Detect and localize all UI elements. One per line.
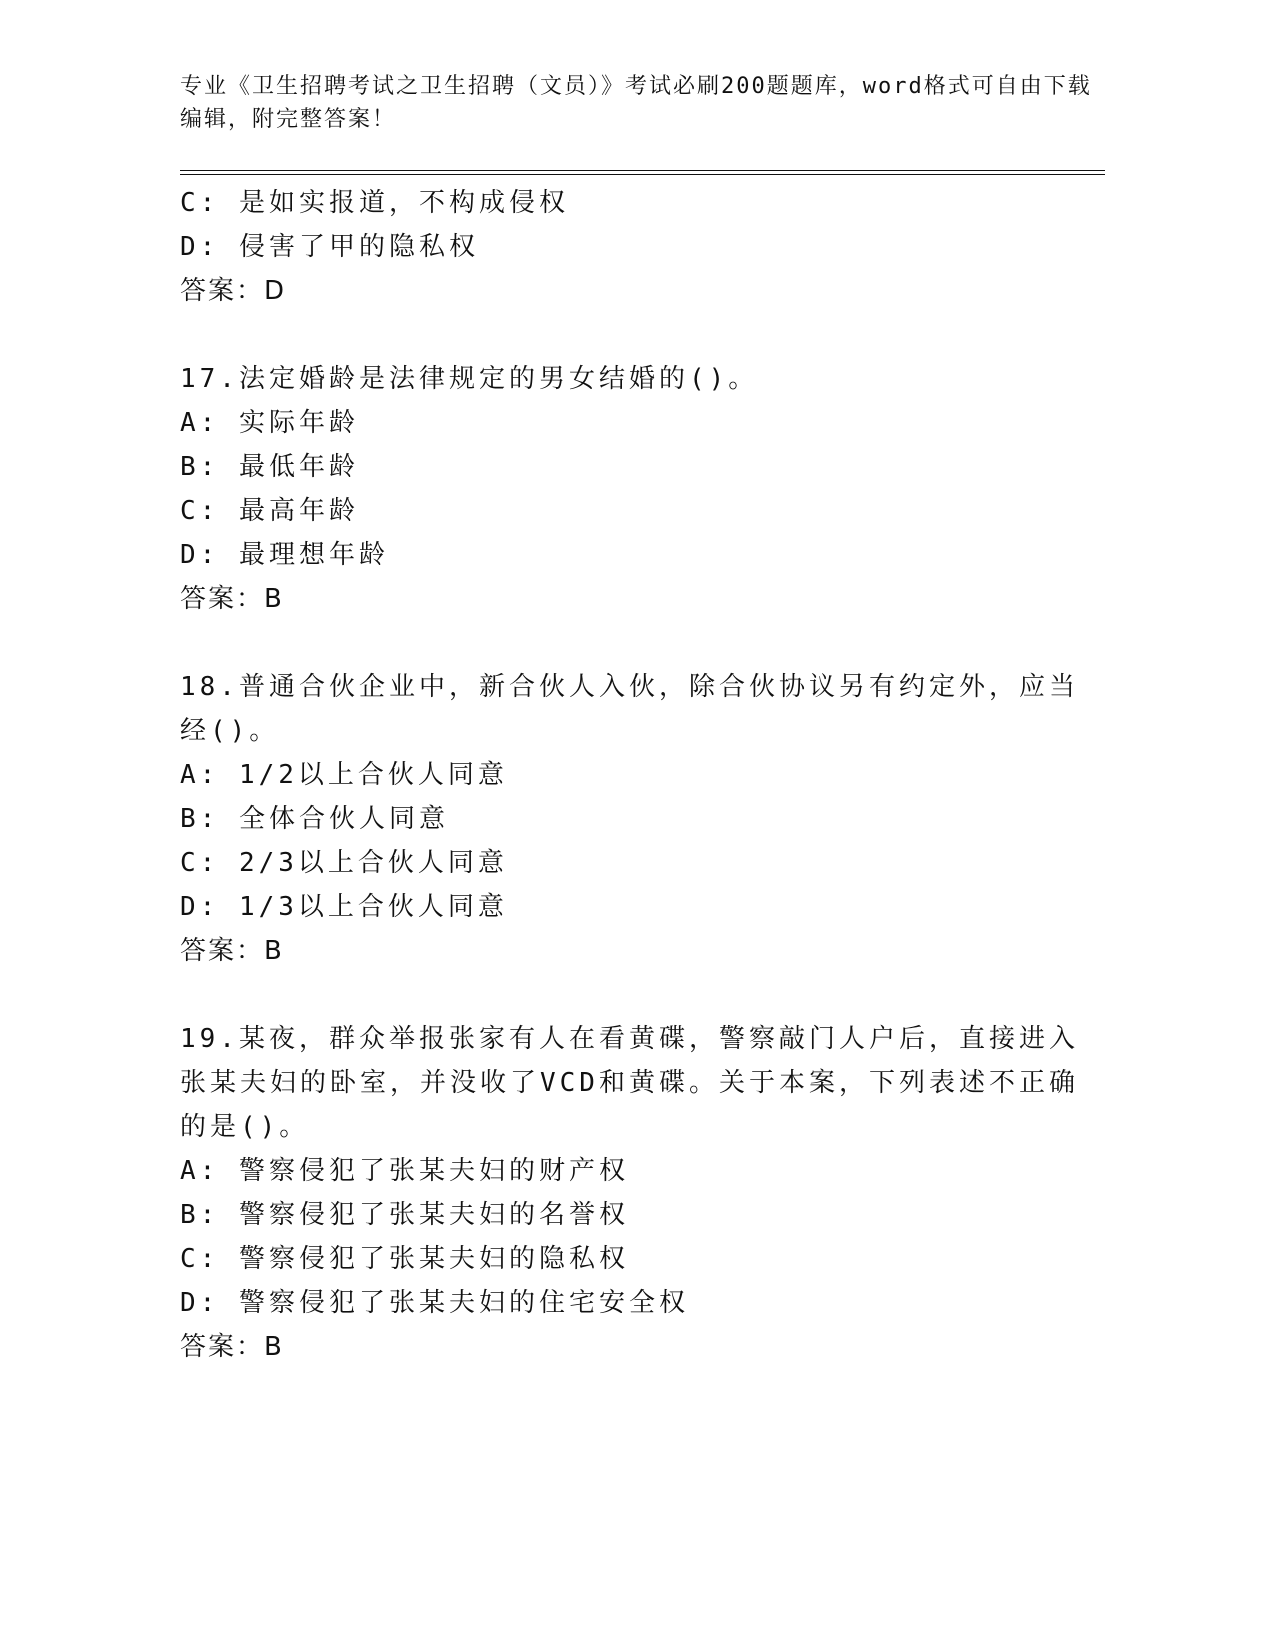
option-a: A: 警察侵犯了张某夫妇的财产权 [180,1156,629,1186]
question-18 [180,665,1100,973]
document-page [180,70,1100,1369]
option-b: B: 全体合伙人同意 [180,804,449,834]
header-divider [180,170,1105,175]
option-d: D: 侵害了甲的隐私权 [180,232,479,262]
document-header: 专业《卫生招聘考试之卫生招聘（文员）》考试必刷200题题库，word格式可自由下载编辑，附完整答案！ [180,74,1092,132]
option-a: A: 实际年龄 [180,408,359,438]
option-b: B: 警察侵犯了张某夫妇的名誉权 [180,1200,629,1230]
option-a: A: 1/2以上合伙人同意 [180,760,508,790]
option-c: C: 2/3以上合伙人同意 [180,848,508,878]
option-d: D: 1/3以上合伙人同意 [180,892,508,922]
question-16-partial [180,181,1100,313]
document-body [180,181,1100,1369]
option-b: B: 最低年龄 [180,452,359,482]
question-19 [180,1017,1100,1369]
answer: 答案：D [180,276,287,306]
question-stem: 17.法定婚龄是法律规定的男女结婚的()。 [180,364,759,394]
question-stem: 19.某夜，群众举报张家有人在看黄碟，警察敲门人户后，直接进入张某夫妇的卧室，并没收了VCD和黄碟。关于本案，下列表述不正确的是()。 [180,1024,1079,1142]
answer: 答案：B [180,1332,284,1362]
option-d: D: 警察侵犯了张某夫妇的住宅安全权 [180,1288,689,1318]
question-stem: 18.普通合伙企业中，新合伙人入伙，除合伙协议另有约定外，应当经()。 [180,672,1079,746]
question-17 [180,357,1100,621]
option-d: D: 最理想年龄 [180,540,389,570]
option-c: C: 最高年龄 [180,496,359,526]
answer: 答案：B [180,936,284,966]
option-c: C: 是如实报道，不构成侵权 [180,188,569,218]
answer: 答案：B [180,584,284,614]
option-c: C: 警察侵犯了张某夫妇的隐私权 [180,1244,629,1274]
